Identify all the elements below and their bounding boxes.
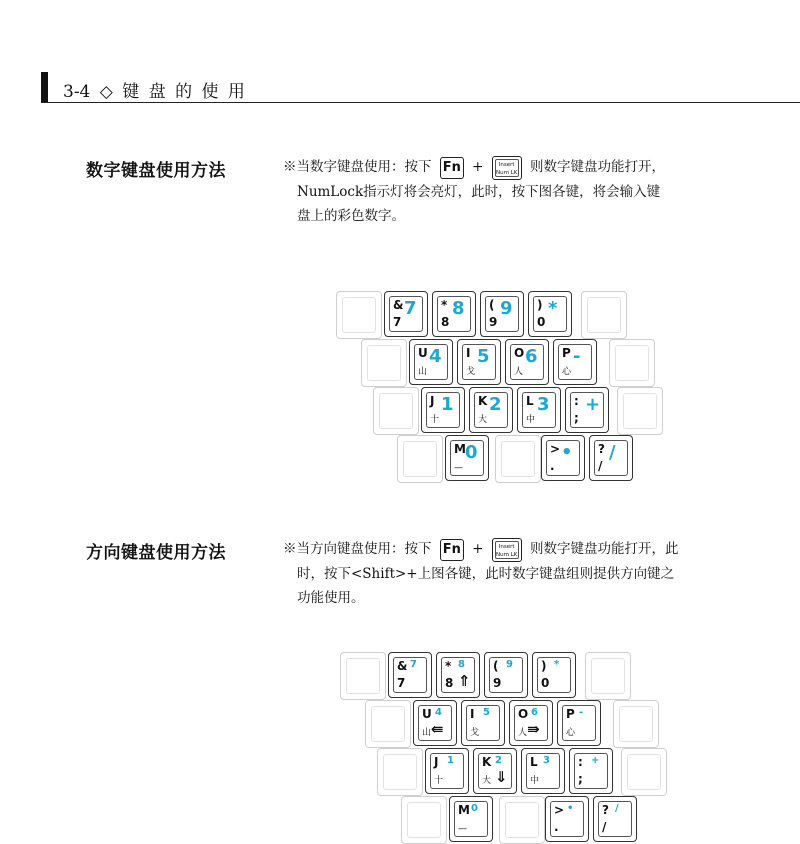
key-top-legend: & (397, 659, 408, 673)
key-bottom-legend: 0 (537, 315, 546, 329)
key-face (550, 801, 584, 837)
blank-key (495, 435, 541, 483)
key-7 (388, 652, 432, 698)
key-semi (569, 748, 613, 794)
key-numpad-legend: • (567, 803, 574, 814)
key-top-legend: M (454, 442, 466, 456)
key-face (514, 705, 548, 741)
key-numpad-legend: 7 (410, 659, 417, 670)
key-slash (589, 435, 633, 481)
key-top-legend: M (458, 803, 470, 817)
key-face (533, 296, 567, 332)
key-bottom-legend: 人 (518, 728, 528, 738)
key-7 (384, 291, 428, 337)
direction-text-b: 则数字键盘功能打开，此 (530, 541, 679, 557)
direction-text-a: ※当方向键盘使用：按下 (283, 541, 432, 557)
blank-key (361, 339, 407, 387)
blank-key (581, 291, 627, 339)
key-numpad-legend: 5 (477, 346, 490, 367)
key-9 (484, 652, 528, 698)
key-top-legend: K (482, 755, 492, 769)
key-bottom-legend: . (550, 459, 555, 473)
blank-key (397, 435, 443, 483)
blank-key (373, 387, 419, 435)
plus-sign: + (472, 541, 484, 557)
key-0 (528, 291, 572, 337)
key-top-legend: L (530, 755, 538, 769)
key-numpad-legend: / (609, 442, 616, 463)
key-top-legend: L (526, 394, 534, 408)
key-bottom-legend: 十 (430, 415, 440, 425)
key-l (517, 387, 561, 433)
key-face (462, 344, 496, 380)
key-face (546, 440, 580, 476)
key-top-legend: J (434, 755, 439, 769)
numeric-section-title: 数字键盘使用方法 (86, 161, 226, 181)
key-bottom-legend: — (458, 824, 467, 834)
key-numpad-legend: 1 (447, 755, 454, 766)
key-face (522, 392, 556, 428)
key-p (557, 700, 601, 746)
key-face (466, 705, 500, 741)
blank-key (377, 748, 423, 796)
key-p (553, 339, 597, 385)
key-bottom-legend: 9 (493, 676, 502, 690)
insert-numlk-key-icon (492, 156, 522, 180)
key-bottom-legend: 9 (489, 315, 498, 329)
key-bottom-legend: 7 (397, 676, 406, 690)
key-bottom-legend: 山 (422, 728, 432, 738)
key-i (457, 339, 501, 385)
fn-key-icon: Fn (440, 157, 464, 179)
key-top-legend: * (441, 298, 448, 312)
key-bottom-legend: / (602, 820, 607, 834)
right-arrow-icon: ⇛ (527, 720, 540, 738)
numeric-line-2: NumLock指示灯将会亮灯，此时，按下图各键，将会输入键 (297, 183, 661, 200)
key-numpad-legend: + (591, 755, 600, 766)
key-top-legend: I (470, 707, 475, 721)
key-bottom-legend: 戈 (466, 367, 476, 377)
key-bottom-legend: 心 (566, 728, 576, 738)
up-arrow-icon: ⇑ (458, 672, 471, 690)
plus-sign: + (472, 159, 484, 175)
page-header (41, 72, 800, 103)
key-numpad-legend: 3 (543, 755, 550, 766)
key-i (461, 700, 505, 746)
key-bottom-legend: . (554, 820, 559, 834)
insert-numlk-key-icon (492, 538, 522, 562)
key-face (558, 344, 592, 380)
key-top-legend: P (562, 346, 571, 360)
key-face (489, 657, 523, 693)
direction-line-3: 功能使用。 (297, 589, 365, 606)
direction-line-2: 时，按下<Shift>+上图各键，此时数字键盘组则提供方向键之 (297, 565, 675, 582)
key-bottom-legend: 8 (441, 315, 450, 329)
key-top-legend: > (554, 803, 565, 817)
key-numpad-legend: 6 (531, 707, 538, 718)
blank-key (499, 796, 545, 844)
key-top-legend: J (430, 394, 435, 408)
key-face (594, 440, 628, 476)
key-8 (432, 291, 476, 337)
key-face (574, 753, 608, 789)
key-top-legend: ( (493, 659, 499, 673)
key-bottom-legend: 7 (393, 315, 402, 329)
blank-key (365, 700, 411, 748)
numeric-text-a: ※当数字键盘使用：按下 (283, 159, 432, 175)
direction-line-1 (283, 537, 703, 562)
blank-key (621, 748, 667, 796)
key-bottom-legend: 十 (434, 776, 444, 786)
key-j (421, 387, 465, 433)
key-top-legend: P (566, 707, 575, 721)
key-face (474, 392, 508, 428)
key-face (562, 705, 596, 741)
key-numpad-legend: 8 (458, 659, 465, 670)
key-face (418, 705, 452, 741)
chapter-title: 键 盘 的 使 用 (122, 82, 247, 102)
key-top-legend: U (422, 707, 432, 721)
key-8 (436, 652, 480, 698)
numeric-line-3: 盘上的彩色数字。 (297, 207, 405, 224)
numeric-line-1 (283, 155, 703, 180)
numeric-text-b: 则数字键盘功能打开， (530, 159, 665, 175)
key-face (426, 392, 460, 428)
key-dot (545, 796, 589, 842)
key-o (505, 339, 549, 385)
fn-key-icon: Fn (440, 539, 464, 561)
key-top-legend: : (574, 394, 579, 408)
diamond-icon: ◇ (99, 82, 115, 102)
key-face (526, 753, 560, 789)
key-bottom-legend: ; (574, 411, 579, 425)
key-top-legend: ? (602, 803, 609, 817)
key-top-legend: : (578, 755, 583, 769)
key-numpad-legend: - (579, 707, 584, 718)
key-numpad-legend: 4 (429, 346, 442, 367)
key-k (473, 748, 517, 794)
down-arrow-icon: ⇓ (495, 768, 508, 786)
key-face (430, 753, 464, 789)
direction-paragraph (283, 537, 703, 610)
key-face (485, 296, 519, 332)
section-number: 3-4 (63, 82, 91, 102)
key-numpad-legend: 0 (471, 803, 478, 814)
key-numpad-legend: * (554, 659, 560, 670)
key-face (441, 657, 475, 693)
insert-key-top: Insert (498, 543, 515, 550)
key-bottom-legend: 人 (514, 367, 524, 377)
key-bottom-legend: 戈 (470, 728, 480, 738)
key-face (570, 392, 604, 428)
blank-key (401, 796, 447, 844)
key-top-legend: ? (598, 442, 605, 456)
key-top-legend: * (445, 659, 452, 673)
key-top-legend: I (466, 346, 471, 360)
key-u (413, 700, 457, 746)
key-face (389, 296, 423, 332)
key-top-legend: U (418, 346, 428, 360)
key-numpad-legend: • (561, 442, 573, 463)
insert-key-top: Insert (498, 161, 515, 168)
key-top-legend: > (550, 442, 561, 456)
insert-key-bottom: Num LK (496, 551, 518, 558)
key-numpad-legend: 3 (537, 394, 550, 415)
key-face (437, 296, 471, 332)
key-bottom-legend: ; (578, 772, 583, 786)
blank-key (585, 652, 631, 700)
key-bottom-legend: 山 (418, 367, 428, 377)
blank-key (340, 652, 386, 700)
key-numpad-legend: 5 (483, 707, 490, 718)
header-bar (41, 72, 48, 102)
key-slash (593, 796, 637, 842)
key-face (450, 440, 484, 476)
key-numpad-legend: 9 (506, 659, 513, 670)
key-numpad-legend: * (548, 298, 558, 319)
key-face (414, 344, 448, 380)
key-top-legend: K (478, 394, 488, 408)
key-0 (532, 652, 576, 698)
key-face (598, 801, 632, 837)
key-m (445, 435, 489, 481)
key-face (537, 657, 571, 693)
key-numpad-legend: / (615, 803, 619, 814)
blank-key (613, 700, 659, 748)
key-o (509, 700, 553, 746)
key-numpad-legend: 7 (404, 298, 417, 319)
blank-key (617, 387, 663, 435)
key-top-legend: O (518, 707, 529, 721)
header-title (63, 77, 247, 102)
key-top-legend: ) (541, 659, 547, 673)
key-bottom-legend: 中 (530, 776, 540, 786)
key-face (454, 801, 488, 837)
key-face (510, 344, 544, 380)
blank-key (336, 291, 382, 339)
key-j (425, 748, 469, 794)
key-numpad-legend: + (585, 394, 601, 415)
key-9 (480, 291, 524, 337)
key-numpad-legend: 9 (500, 298, 513, 319)
key-numpad-legend: 2 (495, 755, 502, 766)
key-m (449, 796, 493, 842)
key-top-legend: O (514, 346, 525, 360)
key-numpad-legend: 1 (441, 394, 454, 415)
key-bottom-legend: — (454, 463, 463, 473)
key-numpad-legend: 0 (465, 442, 478, 463)
key-numpad-legend: 4 (435, 707, 442, 718)
key-numpad-legend: 8 (452, 298, 465, 319)
key-semi (565, 387, 609, 433)
blank-key (609, 339, 655, 387)
key-numpad-legend: - (573, 346, 581, 367)
numeric-paragraph (283, 155, 703, 228)
key-bottom-legend: 心 (562, 367, 572, 377)
key-numpad-legend: 6 (525, 346, 538, 367)
key-k (469, 387, 513, 433)
left-arrow-icon: ⇚ (431, 720, 444, 738)
key-bottom-legend: / (598, 459, 603, 473)
key-l (521, 748, 565, 794)
key-face (393, 657, 427, 693)
key-face (478, 753, 512, 789)
key-bottom-legend: 大 (482, 776, 492, 786)
key-top-legend: ( (489, 298, 495, 312)
key-bottom-legend: 大 (478, 415, 488, 425)
key-u (409, 339, 453, 385)
key-numpad-legend: 2 (489, 394, 502, 415)
key-dot (541, 435, 585, 481)
key-top-legend: ) (537, 298, 543, 312)
direction-section-title: 方向键盘使用方法 (86, 543, 226, 563)
key-bottom-legend: 中 (526, 415, 536, 425)
insert-key-bottom: Num LK (496, 169, 518, 176)
key-bottom-legend: 8 (445, 676, 454, 690)
key-top-legend: & (393, 298, 404, 312)
key-bottom-legend: 0 (541, 676, 550, 690)
